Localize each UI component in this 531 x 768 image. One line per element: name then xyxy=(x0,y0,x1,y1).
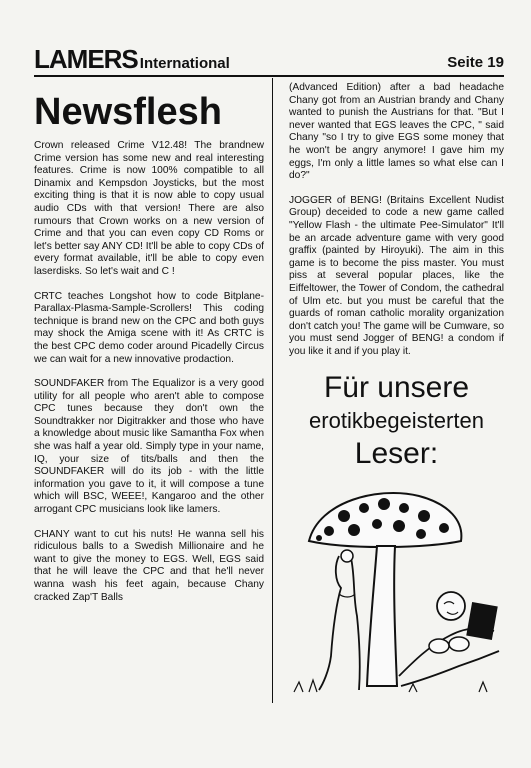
mushroom-cartoon-illustration xyxy=(289,486,504,696)
article-chany: CHANY want to cut his nuts! He wanna sell his ridiculous balls to a Swedish Millionaire and he want to give the money to EGS. Well, EGS said that he will leave the CPC and that he'll never wanna wash his feet again, because Chany cracked Zap'T Balls xyxy=(34,528,264,603)
article-jogger: JOGGER of BENG! (Britains Excellent Nudist Group) deceided to code a new game called "Yellow Flash - the ultimate Pee-Simulator" It'll be an arcade adventure game with very good graffix (painted by Hiroyuki). The aim in this game is to become the piss master. You must piss at several popular places, like the Eiffeltower, the Tower of Condom, the cathedral of Ulm etc. but you must be careful that the guards of roman catholic morality organization don't catch you! The game will be Cumware, so you must send Jogger of BENG! a condom if you like it and if you play it. xyxy=(289,194,504,357)
article-crime: Crown released Crime V12.48! The brandnew Crime version has some new and real interesting features. Crime is now 100% compatible to all Dinamix and Kempsdon Joysticks, but the most exciting thing is that it is now able to copy usual audio CDs with that version! There are also rumours that Crown works on a new version of Crime and that you can even copy CD Roms or let's better say ANY CD! It'll be able to copy CDs of every format available, it'll be able to copy even laserdisks. So let's wait and C ! xyxy=(34,140,264,277)
reader-promo xyxy=(289,370,504,472)
lamers-logo xyxy=(34,44,230,72)
header-divider xyxy=(34,75,504,77)
promo-line-3: Leser: xyxy=(354,437,439,471)
article-crtc: CRTC teaches Longshot how to code Bitplane-Parallax-Plasma-Sample-Scrollers! This coding technique is brand new on the CPC and both guys may shock the Amiga scene with it! As CRTC is the best CPC demo coder around Picadelly Circus we can wait for a new innovative prodaction. xyxy=(34,290,264,365)
headline: Newsflesh xyxy=(34,91,222,133)
page-number: Seite 19 xyxy=(447,54,504,71)
page-header xyxy=(34,42,504,76)
right-column xyxy=(289,82,504,472)
logo-sub-text: International xyxy=(139,55,230,72)
promo-line-2: erotikbegeisterten xyxy=(309,408,484,434)
column-divider xyxy=(272,78,273,703)
article-soundfaker: SOUNDFAKER from The Equalizor is a very good utility for all people who aren't able to compose CPC tunes because they don't own the Soundtrakker nor Digitrakker and those who have a knowledge about music like Samantha Fox when she was half a year old. Simply type in your name, IQ, your size of tits/balls and then the SOUNDFAKER will do its job - with the little information you gave to it, it will compose a tune which will BSC, WEEE!, Kangaroo and the other arrogant CPC musicians look like lamers. xyxy=(34,378,264,516)
left-column xyxy=(34,82,264,616)
article-chany-continued: (Advanced Edition) after a bad headache Chany got from an Austrian brandy and Chany wanted to punish the Austrians for that. "But I never wanted that EGS leaves the CPC, " said Chany "so I try to give EGS some money that he won't be angry anymore! I gave him my eggs, I'm only a little lames so what else can I do?" xyxy=(289,82,504,182)
logo-main-text: LAMERS xyxy=(34,44,138,74)
promo-line-1: Für unsere xyxy=(323,371,470,405)
